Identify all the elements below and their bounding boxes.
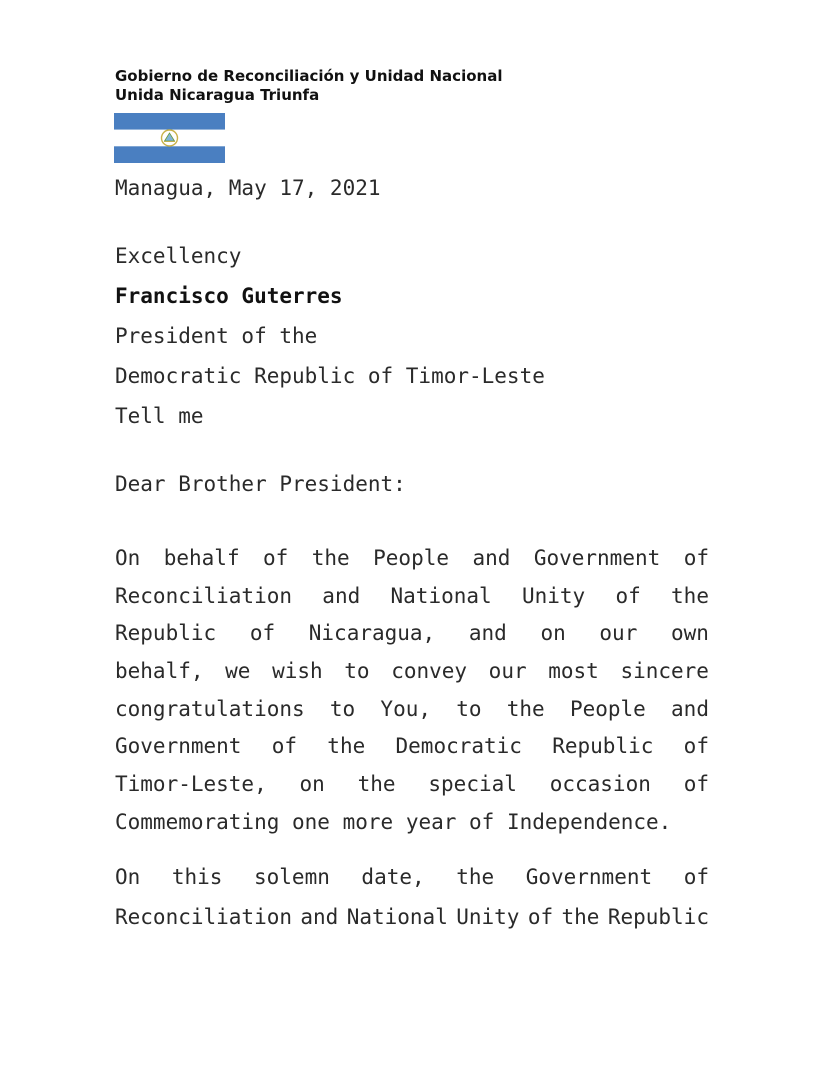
word: of	[271, 734, 298, 759]
word: this	[171, 865, 223, 889]
word: National	[390, 583, 492, 608]
word: On	[115, 546, 141, 570]
paragraph-line	[115, 857, 709, 897]
word: Democratic	[395, 734, 522, 759]
word: of	[683, 546, 709, 570]
word: of	[469, 809, 507, 834]
word: we	[225, 659, 251, 684]
word: one	[292, 809, 343, 834]
recipient-title-line-1: President of the	[115, 324, 318, 348]
word: Nicaragua,	[308, 621, 436, 646]
word: more	[342, 809, 406, 834]
word: and	[671, 696, 709, 721]
word: Reconciliation	[115, 583, 293, 608]
word: Unity	[456, 905, 520, 929]
word: and	[300, 905, 339, 929]
word: to	[329, 696, 356, 721]
word: the	[456, 865, 495, 889]
paragraph-line	[115, 728, 709, 766]
word: Unity	[521, 583, 586, 608]
word: solemn	[254, 865, 330, 889]
word: behalf	[163, 546, 240, 570]
letterhead-government-name: Gobierno de Reconciliación y Unidad Nacional	[115, 67, 503, 85]
word: of	[683, 734, 709, 759]
word: and	[472, 546, 511, 570]
greeting: Dear Brother President:	[115, 472, 406, 496]
letter-date: Managua, May 17, 2021	[115, 176, 381, 200]
word: special	[428, 772, 517, 797]
word: of	[527, 905, 554, 929]
word: the	[506, 696, 545, 721]
paragraph-line	[115, 615, 709, 653]
paragraph-line	[115, 540, 709, 578]
word: Republic	[552, 734, 654, 759]
word: congratulations	[115, 696, 305, 721]
word: People	[569, 696, 646, 721]
word: on	[299, 772, 325, 797]
word: occasion	[549, 772, 651, 797]
paragraph-line	[115, 653, 709, 691]
word: Independence.	[506, 809, 672, 834]
body-paragraph-2	[115, 857, 709, 937]
word: of	[263, 546, 289, 570]
word: National	[346, 905, 448, 929]
recipient-title-line-2: Democratic Republic of Timor-Leste	[115, 364, 545, 388]
word: the	[357, 772, 396, 797]
letterhead	[115, 67, 502, 105]
word: the	[671, 583, 709, 608]
word: to	[344, 659, 370, 684]
word: Republic	[607, 905, 709, 929]
paragraph-line	[115, 578, 709, 616]
paragraph-line	[115, 897, 709, 937]
word: of	[249, 621, 276, 646]
word: convey	[391, 659, 468, 684]
word: sincere	[620, 659, 709, 684]
word: Timor-Leste,	[115, 772, 267, 797]
word: date,	[361, 865, 425, 889]
word: Republic	[115, 621, 217, 646]
word: Reconciliation	[115, 905, 293, 929]
nicaragua-flag-icon	[114, 113, 225, 163]
word: behalf,	[115, 659, 204, 684]
word: the	[561, 905, 600, 929]
recipient-salutation-title: Excellency	[115, 244, 242, 268]
word: Government	[533, 546, 661, 570]
paragraph-line	[115, 691, 709, 729]
word: Government	[525, 865, 653, 889]
letterhead-slogan: Unida Nicaragua Triunfa	[115, 86, 320, 104]
recipient-location: Tell me	[115, 404, 204, 428]
word: year	[405, 809, 470, 834]
paragraph-line	[115, 766, 709, 804]
word: to	[456, 696, 482, 721]
word: of	[683, 865, 709, 889]
word: You,	[380, 696, 431, 721]
body-paragraph-1	[115, 540, 709, 842]
word: On	[115, 865, 141, 889]
word: Government	[115, 734, 242, 759]
word: most	[548, 659, 599, 684]
word: and	[322, 583, 361, 608]
recipient-name: Francisco Guterres	[115, 284, 343, 308]
word: of	[683, 772, 709, 797]
word: People	[373, 546, 449, 570]
word: our	[599, 621, 638, 646]
word: Commemorating	[115, 809, 293, 834]
word: our	[488, 659, 527, 684]
word: of	[615, 583, 641, 608]
word: the	[311, 546, 350, 570]
word: and	[468, 621, 507, 646]
word: on	[540, 621, 566, 646]
paragraph-line	[115, 804, 709, 842]
word: the	[327, 734, 366, 759]
word: wish	[272, 659, 323, 684]
word: own	[671, 621, 709, 646]
